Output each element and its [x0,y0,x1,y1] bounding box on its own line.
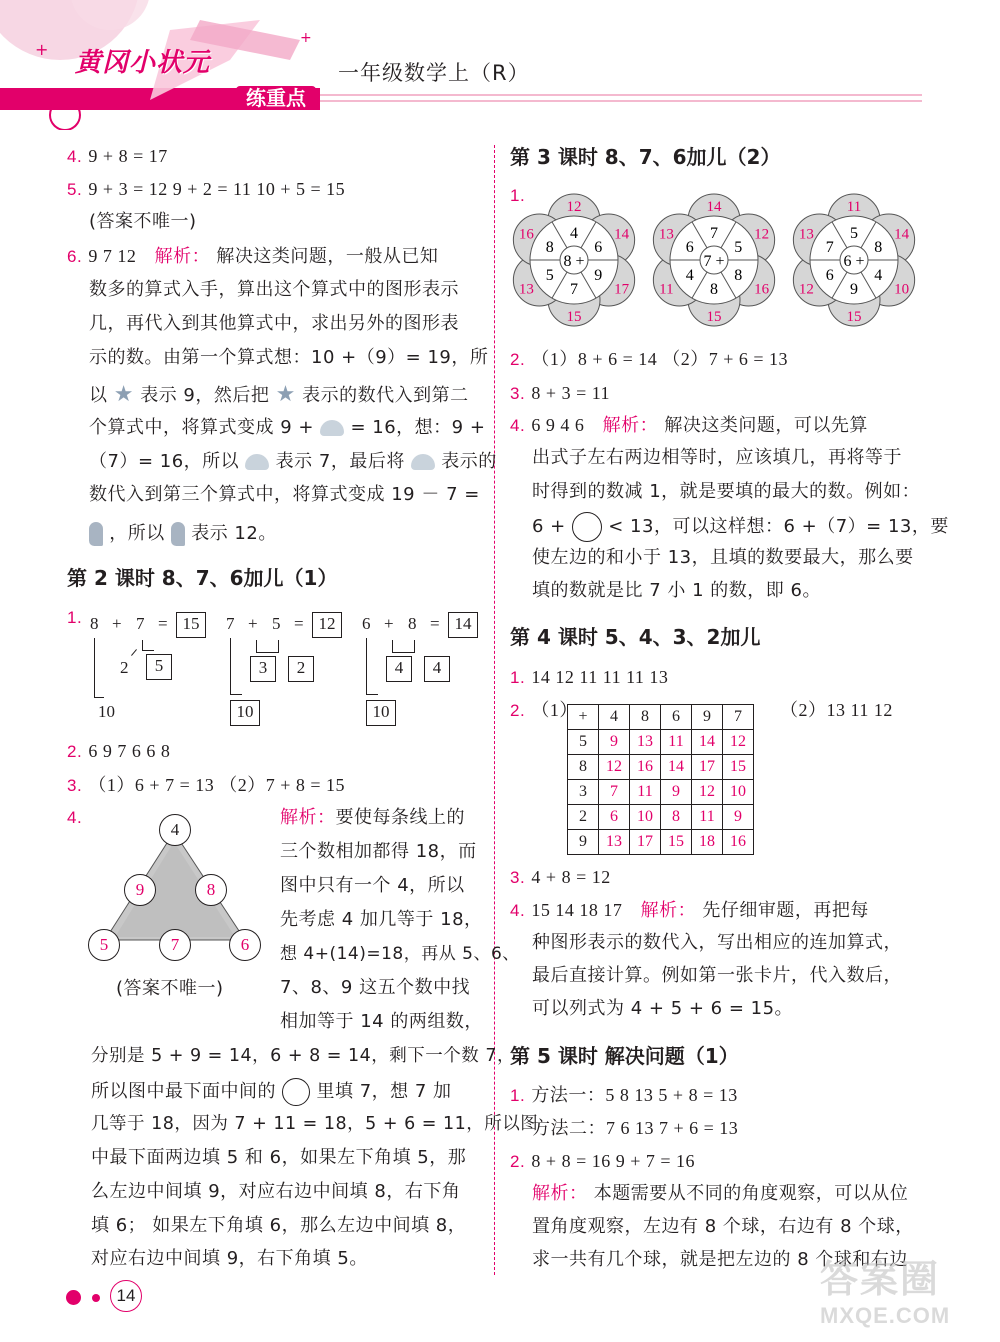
l2q4-right: 三个数相加都得 18，而 [280,841,477,862]
shell-icon [411,454,435,470]
lesson5-q2: 2. 8 + 8 = 16 9 + 7 = 16 [510,1151,696,1171]
l5q2-line: 置角度观察，左边有 8 个球，右边有 8 个球， [532,1216,914,1237]
lesson3-q1-num: 1. [510,186,526,205]
q5-note: (答案不唯一) [89,211,197,232]
flower-outer-value: 13 [518,281,534,298]
table-row: 5 9 13 11 14 12 [568,730,754,755]
l2q4-right: 图中只有一个 4，所以 [280,875,465,896]
result-box: 15 [176,612,206,638]
q6-line: ，所以 表示 12。 [89,522,277,546]
lesson5-q1-m2: 方法二：7 6 13 7 + 6 = 13 [532,1118,739,1138]
flower-3 [788,188,920,328]
flower-inner-value: 9 [594,267,603,284]
triangle-bottom-right: 6 [229,929,261,961]
q6-line: 以 ★ 表示 9，然后把 ★ 表示的数代入到第二 [89,382,469,407]
q6-line: 数多的算式入手，算出这个算式中的图形表示 [89,279,459,300]
lesson5-q1: 1. 方法一：5 8 13 5 + 8 = 13 [510,1085,738,1105]
lesson2-q1-num: 1. [67,608,83,627]
l3q4-line: 出式子左右两边相等时，应该填几，再将等于 [532,447,902,468]
l2q4-right: 先考虑 4 加几等于 18， [280,909,483,930]
l3q4-line: 使左边的和小于 13，且填的数要最大，那么要 [532,547,914,568]
lesson2-q4-num: 4. [67,808,83,827]
seahorse-icon [89,522,103,546]
seahorse-icon [171,522,185,546]
flower-inner-value: 8 [874,239,883,256]
lesson3-q2: 2. （1）8 + 6 = 14 （2）7 + 6 = 13 [510,349,789,369]
lesson4-q2-label: 2. （1） [510,700,578,720]
split-box: 4 [424,656,450,682]
flower-inner-value: 4 [874,267,883,284]
lesson4-title: 第 4 课时 5、4、3、2加儿 [510,625,761,649]
flower-inner-value: 5 [545,267,554,284]
flower-outer-value: 13 [658,226,674,243]
lesson2-title: 第 2 课时 8、7、6加儿（1） [67,566,338,590]
q6-line: 几，再代入到其他算式中，求出另外的图形表 [89,313,459,334]
addition-table [567,704,754,855]
flower-outer-value: 16 [518,226,534,243]
l2q4-right: 想 4+(14)=18，再从 5、6、 [280,944,520,964]
triangle-diagram [85,812,265,972]
flower-inner-value: 5 [850,225,858,242]
flower-inner-value: 8 [734,267,743,284]
l2q4-right: 相加等于 14 的两组数， [280,1011,483,1032]
column-divider [494,145,495,1275]
flower-center: 6 + [843,253,865,270]
triangle-top: 4 [159,814,191,846]
flower-outer-value: 14 [706,199,722,215]
l3q4-line: 填的数就是比 7 小 1 的数，即 6。 [532,580,821,601]
l2q4-full: 填 6； 如果左下角填 6，那么左边中间填 8， [91,1215,467,1236]
triangle-right-mid: 8 [195,874,227,906]
l4q4-line: 最后直接计算。例如第一张卡片，代入数后， [532,965,902,986]
lesson4-q2-part2: （2）13 11 12 [780,700,893,720]
header-subtitle: 一年级数学上（R） [338,61,530,85]
lesson4-q4: 4. 15 14 18 17 解析： 先仔细审题，再把每 [510,900,869,921]
flower-outer-value: 15 [566,309,582,325]
q6-line: （7）= 16，所以 表示 7，最后将 表示的 [89,451,497,472]
starfish-icon: ★ [113,382,134,407]
q4-row: 4. 9 + 8 = 17 [67,146,168,166]
header-rule-2 [320,100,922,102]
flower-inner-value: 5 [734,239,743,256]
l2q4-full: 么左边中间填 9，对应右边中间填 8，右下角 [91,1181,461,1202]
flower-inner-value: 8 [710,281,718,298]
table-row: 8 12 16 14 17 15 [568,755,754,780]
l5q2-line: 解析： 本题需要从不同的角度观察，可以从位 [532,1183,909,1204]
svg-text:+: + [300,30,312,46]
l4q4-line: 可以列式为 4 + 5 + 6 = 15。 [532,998,794,1019]
flower-inner-value: 6 [594,239,603,256]
l4q4-line: 种图形表示的数代入，写出相应的连加算式， [532,932,902,953]
split-box: 2 [288,656,314,682]
watermark: 答案圈 MXQE.COM [820,1257,951,1328]
q6-row: 6. 9 7 12 解析： 解决这类问题，一般从已知 [67,246,439,267]
lesson4-q3: 3. 4 + 8 = 12 [510,867,611,887]
l2q4-right: 7、8、9 这五个数中找 [280,977,471,998]
flower-outer-value: 11 [846,199,862,215]
brand-logo: 黄冈小状元 [75,48,211,78]
q6-line: 个算式中，将算式变成 9 + = 16，想：9 + [89,417,486,438]
flower-outer-value: 17 [614,281,630,298]
l2q4-full: 分别是 5 + 9 = 14，6 + 8 = 14，剩下一个数 7， [91,1046,515,1066]
l2q4-right: 解析：要使每条线上的 [280,807,465,828]
flower-inner-value: 6 [825,267,834,284]
flower-outer-value: 15 [846,309,862,325]
flower-inner-value: 7 [710,225,718,242]
triangle-bottom-mid: 7 [159,929,191,961]
l2q4-full: 中最下面两边填 5 和 6，如果左下角填 5，那 [91,1147,467,1168]
l3q4-line: 6 + < 13，可以这样想：6 +（7）= 13，要 [532,512,949,542]
shell-icon [320,420,344,436]
blank-circle-icon [282,1078,310,1106]
flower-inner-value: 7 [825,239,834,256]
shell-icon [245,454,269,470]
flower-inner-value: 8 [545,239,554,256]
table-row: 3 7 11 9 12 10 [568,780,754,805]
header-rule [320,94,922,96]
flower-outer-value: 14 [614,226,630,243]
q5-row: 5. 9 + 3 = 12 9 + 2 = 11 10 + 5 = 15 [67,179,346,199]
blank-circle-icon [572,512,602,542]
flower-center: 8 + [563,253,585,270]
result-box: 12 [312,612,342,638]
triangle-bottom-left: 5 [88,929,120,961]
lesson3-q3: 3. 8 + 3 = 11 [510,383,611,403]
triangle-note: (答案不唯一) [116,978,224,999]
q6-line: 示的数。由第一个算式想：10 +（9）= 19，所 [89,347,489,368]
l3q4-line: 时得到的数减 1，就是要填的最大的数。例如： [532,481,921,502]
flower-outer-value: 15 [706,309,722,325]
flower-1 [508,188,640,328]
starfish-icon: ★ [275,382,296,407]
lesson3-title: 第 3 课时 8、7、6加儿（2） [510,145,781,169]
svg-text:+: + [35,40,49,59]
l2q4-full: 几等于 18，因为 7 + 11 = 18，5 + 6 = 11，所以图 [91,1114,539,1134]
flower-inner-value: 6 [685,239,694,256]
flower-outer-value: 12 [754,226,770,243]
flower-inner-value: 9 [850,281,858,298]
flower-outer-value: 16 [754,281,770,298]
table-row: 2 6 10 8 11 9 [568,805,754,830]
flower-inner-value: 4 [685,267,694,284]
result-box: 14 [448,612,478,638]
decomp-group-2: 7 + 5 = 12 3 2 10 [226,612,346,727]
flower-center: 7 + [703,253,725,270]
lesson4-q1: 1. 14 12 11 11 11 13 [510,667,669,687]
split-box: 5 [146,654,172,680]
page-number: 14 [110,1280,142,1312]
flower-2 [648,188,780,328]
q6-line: 数代入到第三个算式中，将算式变成 19 － 7 = [89,484,480,505]
split-box: 3 [250,656,276,682]
flower-outer-value: 10 [894,281,910,298]
table-row: 9 13 17 15 18 16 [568,830,754,855]
flower-outer-value: 11 [659,281,674,298]
l5q2-line: 求一共有几个球，就是把左边的 8 个球和右边 [532,1249,908,1270]
ten-box: 10 [230,700,260,726]
flower-outer-value: 13 [798,226,814,243]
brand-badge: 练重点 [236,86,316,110]
lesson5-title: 第 5 课时 解决问题（1） [510,1044,739,1068]
ten-box: 10 [366,700,396,726]
decomp-group-3: 6 + 8 = 14 4 4 10 [362,612,482,727]
l2q4-full: 对应右边中间填 9，右下角填 5。 [91,1248,368,1269]
lesson2-q2: 2. 6 9 7 6 6 8 [67,741,171,761]
triangle-left-mid: 9 [124,874,156,906]
flower-outer-value: 12 [798,281,814,298]
l2q4-full: 所以图中最下面中间的 里填 7，想 7 加 [91,1078,452,1106]
flower-outer-value: 14 [894,226,910,243]
decomp-group-1: 8 + 7 = 15 2 5 10 [90,612,210,727]
lesson3-q4: 4. 6 9 4 6 解析： 解决这类问题，可以先算 [510,415,868,436]
flower-outer-value: 12 [566,199,582,215]
table-header-row: + 4 8 6 9 7 [568,705,754,730]
split-box: 4 [386,656,412,682]
footer-dots [66,1287,100,1306]
flower-inner-value: 4 [570,225,578,242]
lesson2-q3: 3. （1）6 + 7 = 13 （2）7 + 8 = 15 [67,775,346,795]
flower-inner-value: 7 [570,281,578,298]
